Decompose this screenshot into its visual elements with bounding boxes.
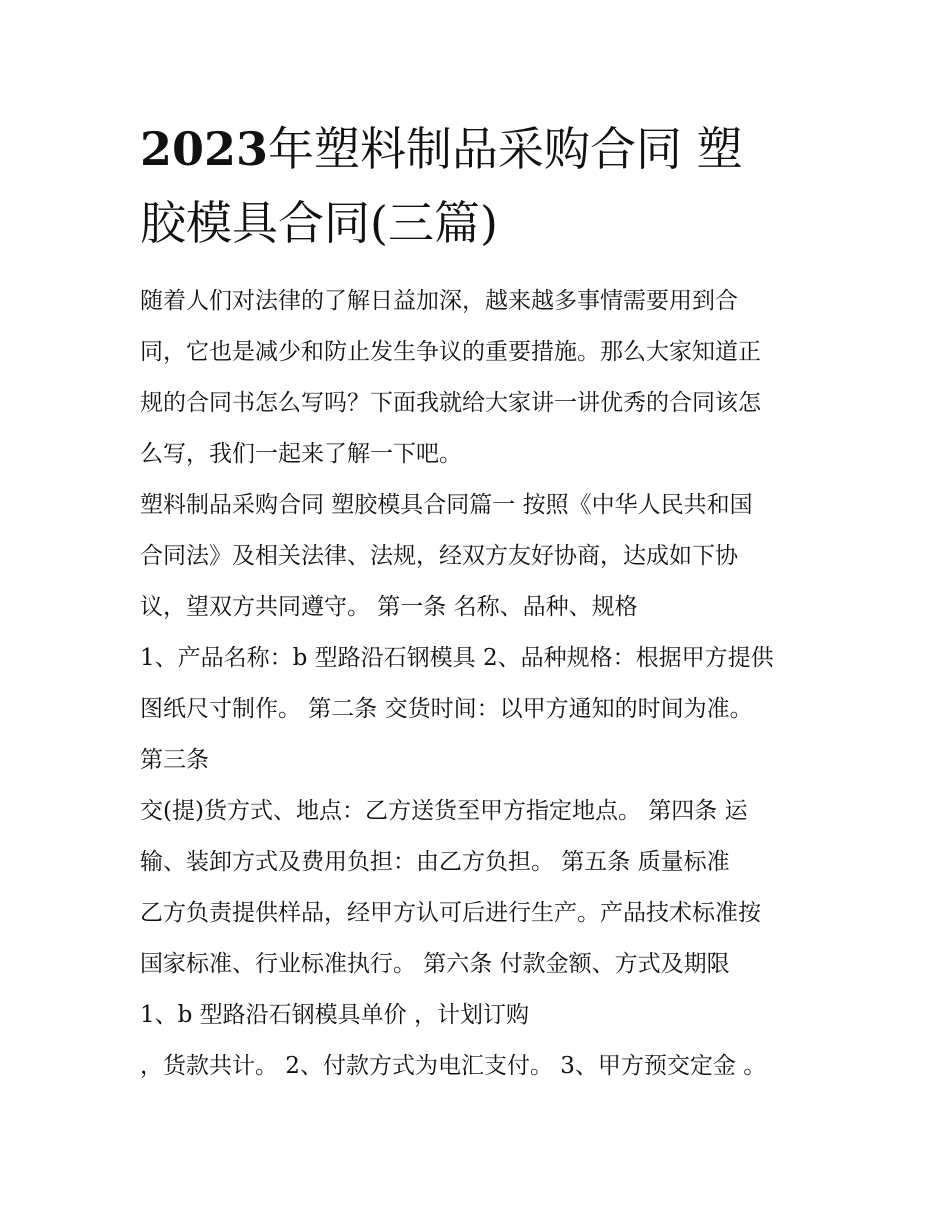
- body-line: 1、b 型路沿石钢模具单价 ，计划订购: [140, 1002, 529, 1028]
- body-line: 图纸尺寸制作。 第二条 交货时间：以甲方通知的时间为准。: [140, 696, 753, 722]
- body-line: 输、装卸方式及费用负担：由乙方负担。 第五条 质量标准: [140, 849, 730, 875]
- body-line: 乙方负责提供样品，经甲方认可后进行生产。产品技术标准按: [140, 900, 761, 926]
- body-line: 1、产品名称：b 型路沿石钢模具 2、品种规格：根据甲方提供: [140, 645, 774, 671]
- title-text: 年塑料制品采购合同 塑: [268, 122, 743, 176]
- title-line-1: [140, 112, 820, 186]
- body-line: 同，它也是减少和防止发生争议的重要措施。那么大家知道正: [140, 339, 761, 365]
- body-line: 么写，我们一起来了解一下吧。: [140, 441, 462, 467]
- body-line: 塑料制品采购合同 塑胶模具合同篇一 按照《中华人民共和国: [140, 492, 753, 518]
- body-line: ，货款共计。 2、付款方式为电汇支付。 3、甲方预交定金 。: [140, 1053, 767, 1079]
- title-line-2: [140, 186, 820, 260]
- title-text: 胶模具合同(三篇): [140, 196, 498, 250]
- body-line: 交(提)货方式、地点：乙方送货至甲方指定地点。 第四条 运: [140, 798, 748, 824]
- body-line: 规的合同书怎么写吗？下面我就给大家讲一讲优秀的合同该怎: [140, 390, 761, 416]
- body-line: 合同法》及相关法律、法规，经双方友好协商，达成如下协: [140, 543, 738, 569]
- body-line: 议，望双方共同遵守。 第一条 名称、品种、规格: [140, 594, 638, 620]
- document-title: [140, 112, 820, 260]
- body-line: 第三条: [140, 747, 209, 773]
- title-year: 2023: [140, 122, 269, 176]
- body-line: 国家标准、行业标准执行。 第六条 付款金额、方式及期限: [140, 951, 730, 977]
- body-line: 随着人们对法律的了解日益加深，越来越多事情需要用到合: [140, 288, 738, 314]
- document-body: [140, 276, 840, 1092]
